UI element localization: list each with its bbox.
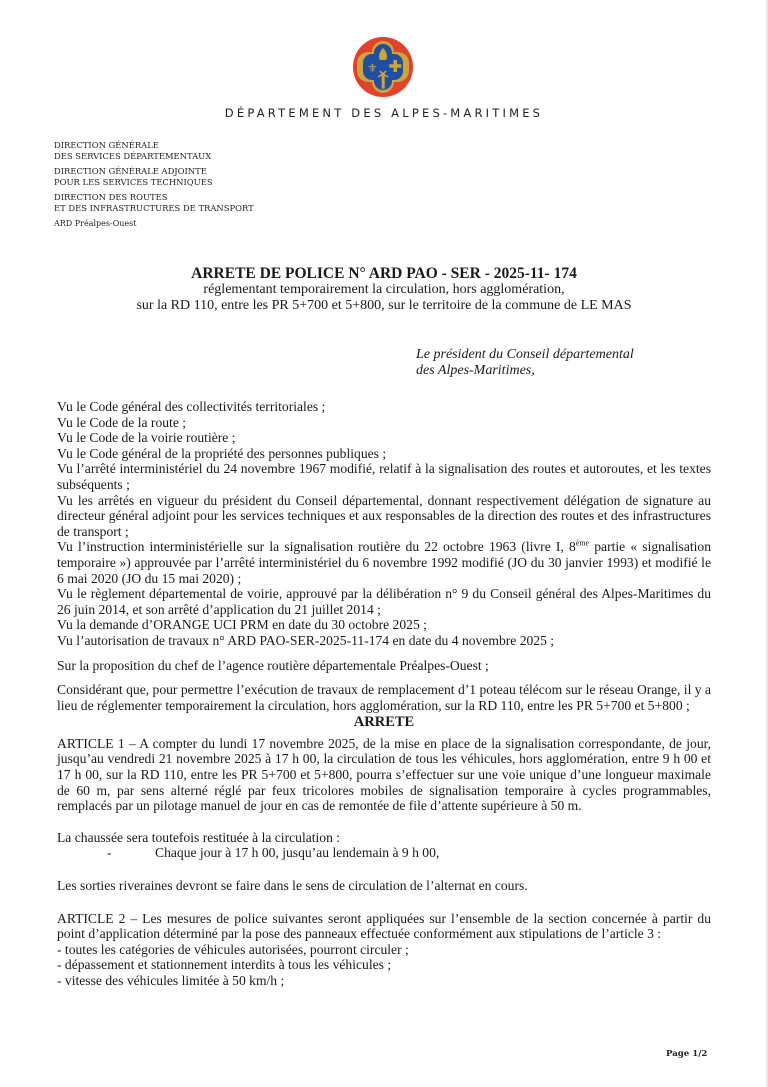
direction-line: ET DES INFRASTRUCTURES DE TRANSPORT bbox=[54, 202, 254, 213]
direction-ard bbox=[54, 219, 254, 230]
riverains: Les sorties riveraines devront se faire dans le sens de circulation de l’alternat en cours. bbox=[57, 878, 528, 894]
department-logo bbox=[352, 36, 414, 98]
restitution-intro: La chaussée sera toutefois restituée à la circulation : bbox=[57, 829, 341, 845]
direction-line: POUR LES SERVICES TECHNIQUES bbox=[54, 176, 213, 187]
direction-line: DES SERVICES DÉPARTEMENTAUX bbox=[54, 150, 212, 161]
title-block bbox=[0, 265, 768, 313]
directions-block bbox=[54, 140, 254, 234]
visa: Vu le Code de la voirie routière ; bbox=[57, 430, 236, 446]
subtitle-line: sur la RD 110, entre les PR 5+700 et 5+800, sur le territoire de la commune de LE MAS bbox=[136, 297, 632, 313]
arrete-heading: ARRETE bbox=[353, 714, 415, 731]
visa-text: Vu l’instruction interministérielle sur la signalisation routière du 22 octobre 1963 (livre I, 8 bbox=[57, 539, 576, 555]
document-title: ARRETE DE POLICE N° ARD PAO - SER - 2025-11- 174 bbox=[191, 265, 577, 282]
direction-line: ARD Préalpes-Ouest bbox=[54, 218, 137, 228]
logo-fleur-de-lis: ⚜ bbox=[367, 61, 378, 75]
visa: Vu le Code général de la propriété des personnes publiques ; bbox=[57, 445, 387, 461]
visa: Vu la demande d’ORANGE UCI PRM en date du 30 octobre 2025 ; bbox=[57, 617, 427, 633]
restitution-text: Chaque jour à 17 h 00, jusqu’au lendemain à 9 h 00, bbox=[155, 845, 440, 861]
page-number: Page 1/2 bbox=[666, 1049, 708, 1059]
visa: Vu le Code général des collectivités territoriales ; bbox=[57, 399, 326, 414]
visa-text: partie « signalisation temporaire ») approuvée par l’arrêté interministériel du 6 novembre 1992 modifié (JO du 30 janvier 1993) et modifié le 6 mai 2020 (JO du 15 mai 2020) ; bbox=[57, 539, 712, 586]
direction-routes bbox=[54, 192, 254, 213]
dash-bullet: - bbox=[107, 845, 112, 861]
department-name: DÉPARTEMENT DES ALPES-MARITIMES bbox=[224, 106, 544, 120]
superscript: ème bbox=[575, 538, 590, 548]
signatory-line: Le président du Conseil départemental bbox=[416, 347, 634, 362]
article-2-item: - vitesse des véhicules limitée à 50 km/h ; bbox=[57, 973, 285, 988]
document-body bbox=[57, 399, 711, 989]
subtitle-line: réglementant temporairement la circulation, hors agglomération, bbox=[203, 282, 565, 297]
restitution-item bbox=[57, 845, 711, 861]
article-2: ARTICLE 2 – Les mesures de police suivantes seront appliquées sur l’ensemble de la section concernée à partir du point d’application déterminé par la pose des panneaux effectuée conformément aux stipulations de l’article 3 : bbox=[57, 910, 711, 942]
direction-general bbox=[54, 140, 254, 161]
signatory bbox=[416, 347, 634, 379]
direction-line: DIRECTION DES ROUTES bbox=[54, 192, 168, 203]
article-1: ARTICLE 1 – A compter du lundi 17 novembre 2025, de la mise en place de la signalisation correspondante, de jour, jusqu’au vendredi 21 novembre 2025 à 17 h 00, la circulation de tous les véhicules, hors agglomération, entre 9 h 00 et 17 h 00, sur la RD 110, entre les PR 5+700 et 5+800, pourra s’effectuer sur une voie unique d’une longueur maximale de 60 m, par sens alterné réglé par feux tricolores mobiles de signalisation temporaire à cycles programmables, remplacés par un pilotage manuel de jour en cas de remontée de file d’attente supérieure à 50 m. bbox=[57, 735, 711, 814]
visa: Vu le règlement départemental de voirie, approuvé par la délibération n° 9 du Conseil général des Alpes-Maritimes du 26 juin 2014, et son arrêté d’application du 21 juillet 2014 ; bbox=[57, 586, 711, 617]
visa: Vu l’arrêté interministériel du 24 novembre 1967 modifié, relatif à la signalisation des routes et autoroutes, et les textes subséquents ; bbox=[57, 461, 711, 492]
visa-instruction bbox=[57, 539, 711, 586]
visa: Vu l’autorisation de travaux n° ARD PAO-SER-2025-11-174 en date du 4 novembre 2025 ; bbox=[57, 632, 555, 648]
direction-line: DIRECTION GÉNÉRALE bbox=[54, 140, 159, 150]
article-2-item: - dépassement et stationnement interdits à tous les véhicules ; bbox=[57, 957, 392, 973]
visa: Vu les arrêtés en vigueur du président du Conseil départemental, donnant respectivement délégation de signature au directeur général adjoint pour les services techniques et aux responsables de la direction des routes et des infrastructures de transport ; bbox=[57, 492, 711, 539]
direction-adjointe bbox=[54, 166, 254, 187]
logo-cross-h bbox=[389, 64, 401, 68]
visa: Vu le Code de la route ; bbox=[57, 414, 187, 430]
considering: Considérant que, pour permettre l’exécution de travaux de remplacement d’1 poteau télécom sur le réseau Orange, il y a lieu de réglementer temporairement la circulation, hors agglomération, sur la RD 110, entre les PR 5+700 et 5+800 ; bbox=[57, 682, 711, 713]
proposal: Sur la proposition du chef de l’agence routière départementale Préalpes-Ouest ; bbox=[57, 657, 489, 673]
article-2-item: - toutes les catégories de véhicules autorisées, pourront circuler ; bbox=[57, 941, 409, 957]
direction-line: DIRECTION GÉNÉRALE ADJOINTE bbox=[54, 166, 207, 177]
signatory-line: des Alpes-Maritimes, bbox=[416, 363, 535, 378]
